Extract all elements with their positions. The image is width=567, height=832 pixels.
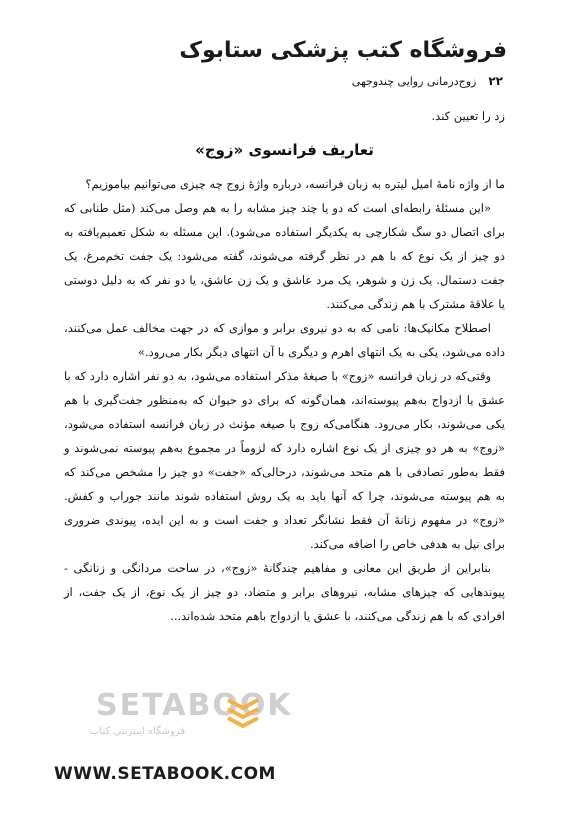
watermark-url: WWW.SETABOOK.COM: [54, 764, 276, 784]
site-title: فروشگاه کتب پزشکی ستابوک: [179, 38, 507, 63]
watermark-logo-text: SETABOOK: [96, 688, 293, 723]
book-stack-icon: [226, 692, 260, 730]
paragraph: اصطلاح مکانیک‌ها: نامی که به دو نیروی برابر و موازی که در جهت مخالف عمل می‌کنند، داده می‌شود، یکی به یک انتهای اهرم و دیگری با آن انتهای دیگر بکار می‌رود.»: [64, 321, 505, 359]
running-header: [352, 74, 503, 88]
running-title: زوج‌درمانی روایی چندوجهی: [351, 75, 477, 88]
watermark-tagline: فروشگاه اینترنتی کتاب: [90, 726, 186, 737]
paragraph: بنابراین از طریق این معانی و مفاهیم چندگانهٔ «زوج»، در ساحت مردانگی و زنانگی - پیوندهایی که چیزهای مشابه، نیروهای برابر و متضاد، دو چیز از یک نوع، از یک جفت، از افرادی که با هم زندگی می‌کنند، با عشق یا ازدواج باهم متحد شده‌اند...: [64, 561, 505, 623]
page-number: ۲۲: [488, 74, 503, 88]
section-title: تعاریف فرانسوی «زوج»: [195, 141, 374, 159]
watermark-logo: [50, 688, 293, 758]
paragraph: ما از واژه نامهٔ امیل لیتره به زبان فرانسه، درباره واژهٔ زوج چه چیزی می‌توانیم بیاموزیم؟: [85, 177, 505, 191]
paragraph: وقتی‌که در زبان فرانسه «زوج» با صیغهٔ مذکر استفاده می‌شود، به دو نفر اشاره دارد که با عشق یا ازدواج به‌هم پیوسته‌اند، همان‌گونه که برای دو حیوان که به‌منظور جفت‌گیری با هم یکی می‌شوند، بکار می‌رود. هنگامی‌که زوج با صیغه مؤنث در زبان فرانسه استفاده می‌شود، «زوج» به هر دو چیزی از یک نوع اشاره دارد که لزوماً در مجموع به‌هم پیوسته نمی‌شوند و فقط به‌طور تصادفی با هم متحد می‌شوند، درحالی‌که «جفت» دو چیز را مشخص می‌کند که به هم پیوسته می‌شوند، چرا که آنها باید به یک روش استفاده شوند مانند جوراب و کفش. «زوج» در مفهوم زنانهٔ آن فقط نشانگر تعداد و جفت است و به این ایده، پیوندی ضروری برای نیل به هدفی خاص را اضافه می‌کند.: [64, 369, 505, 551]
page-body: [64, 104, 505, 628]
paragraph: «این مسئلهٔ رابطه‌ای است که دو یا چند چیز مشابه را به هم وصل می‌کند (مثل طنابی که برای اتصال دو سگ شکارچی به یکدیگر استفاده می‌شود). این مسئله به شکل تعمیم‌یافته به دو چیز از یک نوع که با هم در نظر گرفته می‌شوند، گفته می‌شود: یک جفت تخم‌مرغ، یک جفت دستمال. یک زن و شوهر، یک مرد عاشق و یک زن عاشق، یا دو نفر که به دلیل دوستی یا علاقهٔ مشترک با هم زندگی می‌کنند.: [64, 201, 505, 311]
lead-line: زد را تعیین کند.: [431, 109, 505, 123]
